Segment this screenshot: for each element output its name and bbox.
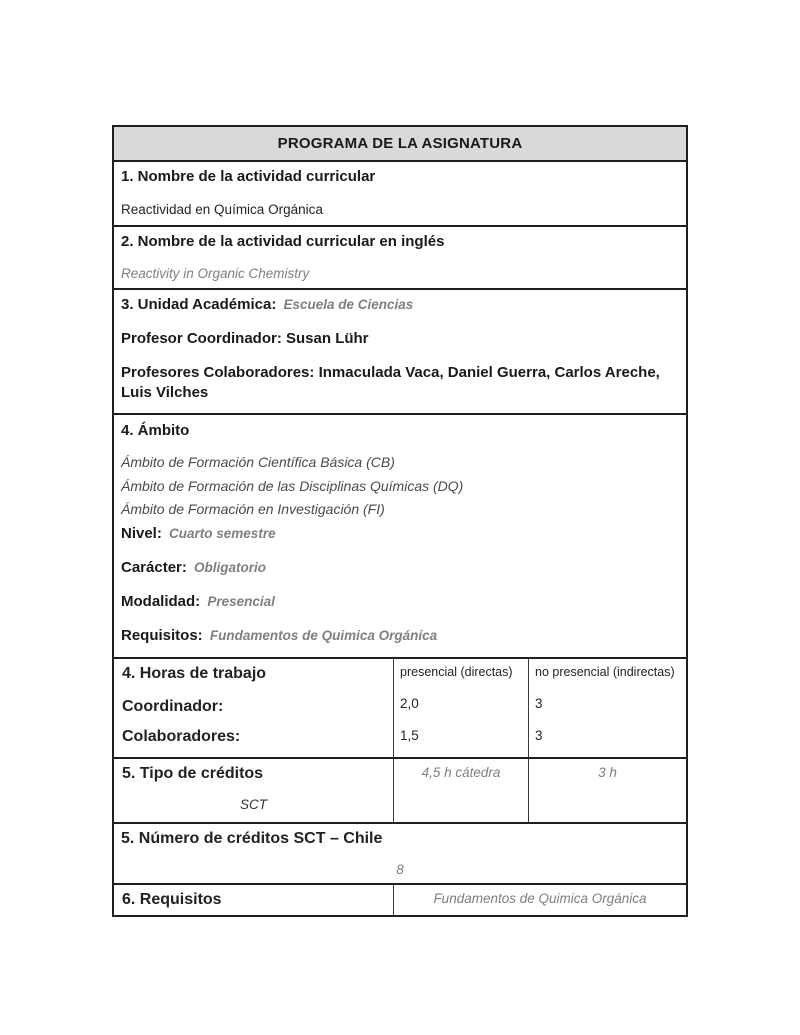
caracter-value: Obligatorio bbox=[194, 560, 267, 575]
nivel-line bbox=[121, 522, 679, 546]
ambito-line-dq: Ámbito de Formación de las Disciplinas Químicas (DQ) bbox=[121, 477, 464, 494]
tipo-creditos-title: 5. Tipo de créditos bbox=[122, 765, 264, 782]
nivel-value: Cuarto semestre bbox=[169, 525, 276, 541]
tipo-creditos-cell bbox=[114, 759, 393, 822]
tipo-directas-value: 4,5 h cátedra bbox=[421, 765, 501, 780]
unidad-academica-line bbox=[121, 295, 679, 315]
requisitos-label: Requisitos: bbox=[121, 627, 203, 644]
modalidad-value: Presencial bbox=[207, 594, 275, 609]
section-2-value: Reactivity in Organic Chemistry bbox=[121, 266, 310, 281]
table-header-row bbox=[114, 127, 686, 160]
requisitos-title-cell bbox=[114, 885, 393, 915]
requisitos-value-cell bbox=[393, 885, 686, 915]
section-nombre-curricular bbox=[114, 160, 686, 225]
horas-indirectas-header: no presencial (indirectas) bbox=[535, 665, 675, 679]
nivel-label: Nivel: bbox=[121, 524, 162, 542]
section-ambito bbox=[114, 413, 686, 657]
coordinador-value: Susan Lühr bbox=[286, 330, 369, 347]
section-tipo-creditos bbox=[114, 757, 686, 822]
horas-directas-header: presencial (directas) bbox=[400, 665, 513, 679]
horas-indirectas-cell bbox=[528, 659, 686, 757]
tipo-creditos-subtitle: SCT bbox=[240, 797, 267, 812]
horas-row-coordinador-label: Coordinador: bbox=[122, 698, 224, 715]
coordinador-line bbox=[121, 329, 679, 349]
horas-row-colaboradores-label: Colaboradores: bbox=[122, 728, 241, 745]
colaboradores-line bbox=[121, 363, 679, 403]
horas-coordinador-indirectas: 3 bbox=[535, 696, 543, 711]
section-numero-creditos bbox=[114, 822, 686, 883]
horas-coordinador-directas: 2,0 bbox=[400, 696, 419, 711]
unidad-academica-label: 3. Unidad Académica: bbox=[121, 296, 277, 313]
section-1-value: Reactividad en Química Orgánica bbox=[121, 202, 323, 217]
horas-title: 4. Horas de trabajo bbox=[122, 665, 267, 682]
caracter-line bbox=[121, 558, 679, 578]
colaboradores-value: Inmaculada Vaca, Daniel Guerra, Carlos Areche, Luis Vilches bbox=[121, 364, 660, 401]
section-1-title: 1. Nombre de la actividad curricular bbox=[121, 168, 376, 185]
caracter-label: Carácter: bbox=[121, 559, 187, 576]
requisitos-title: 6. Requisitos bbox=[122, 891, 222, 908]
numero-creditos-title: 5. Número de créditos SCT – Chile bbox=[121, 830, 383, 847]
tipo-indirectas-value: 3 h bbox=[598, 765, 617, 780]
numero-creditos-value: 8 bbox=[396, 862, 404, 877]
section-nombre-ingles bbox=[114, 225, 686, 288]
modalidad-label: Modalidad: bbox=[121, 593, 201, 610]
section-2-title: 2. Nombre de la actividad curricular en inglés bbox=[121, 233, 445, 250]
horas-colaboradores-directas: 1,5 bbox=[400, 728, 419, 743]
ambito-line-cb: Ámbito de Formación Científica Básica (CB) bbox=[121, 454, 395, 470]
horas-directas-cell bbox=[393, 659, 528, 757]
modalidad-line bbox=[121, 592, 679, 612]
tipo-directas-cell bbox=[393, 759, 528, 822]
horas-labels-cell bbox=[114, 659, 393, 757]
document-title: PROGRAMA DE LA ASIGNATURA bbox=[277, 135, 523, 152]
ambito-line-fi: Ámbito de Formación en Investigación (FI) bbox=[121, 501, 385, 517]
section-requisitos bbox=[114, 883, 686, 915]
horas-colaboradores-indirectas: 3 bbox=[535, 728, 543, 743]
ambito-title: 4. Ámbito bbox=[121, 422, 190, 439]
requisitos-value-text: Fundamentos de Quimica Orgánica bbox=[433, 891, 647, 906]
requisitos-value: Fundamentos de Quimica Orgánica bbox=[209, 628, 438, 643]
program-table bbox=[112, 125, 688, 917]
unidad-academica-value: Escuela de Ciencias bbox=[283, 297, 414, 312]
section-unidad-academica bbox=[114, 288, 686, 413]
section-horas-trabajo bbox=[114, 657, 686, 757]
coordinador-label: Profesor Coordinador: bbox=[121, 330, 282, 347]
colaboradores-label: Profesores Colaboradores: bbox=[121, 364, 315, 381]
requisitos-line bbox=[121, 626, 679, 646]
tipo-indirectas-cell bbox=[528, 759, 686, 822]
